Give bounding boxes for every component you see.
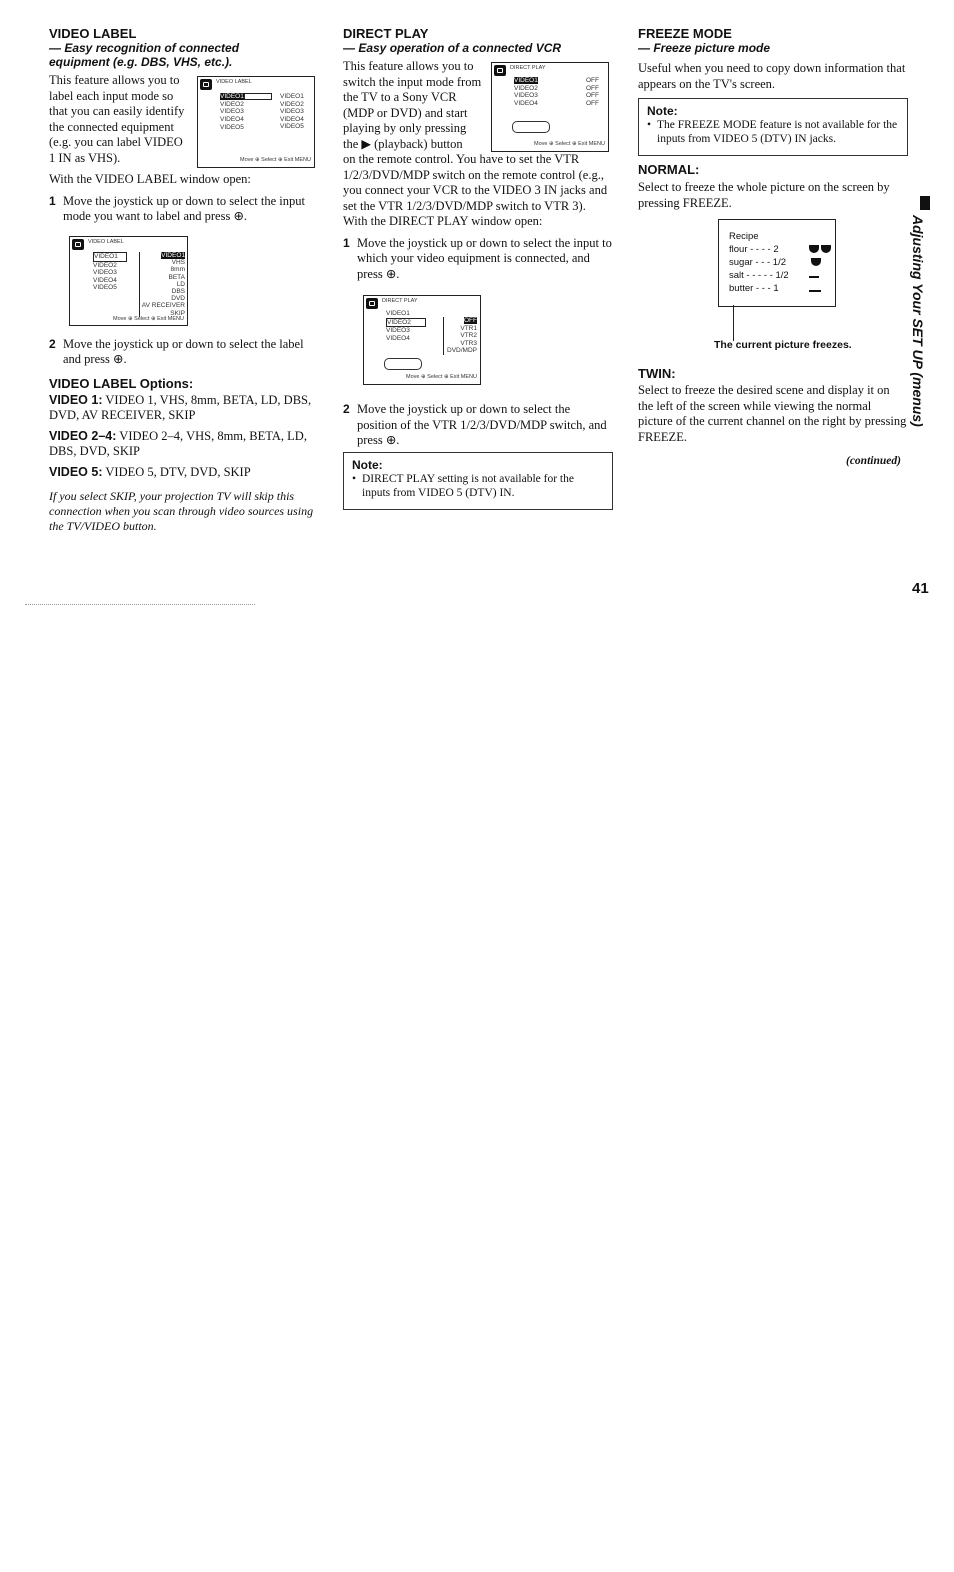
osd-left-item: VIDEO3 — [220, 108, 244, 116]
freeze-caption: The current picture freezes. — [714, 339, 852, 351]
osd-footer: Move ⊕ Select ⊕ Exit MENU — [534, 141, 605, 148]
osd-left-item: VIDEO3 — [514, 92, 538, 100]
option-video-5: VIDEO 5: VIDEO 5, DTV, DVD, SKIP — [49, 464, 251, 479]
twin-title: TWIN: — [638, 366, 676, 381]
osd-left-item: VIDEO2 — [514, 84, 538, 92]
osd-right-item: VTR3 — [460, 339, 477, 347]
osd-right-item: DBS — [171, 288, 185, 296]
tv-menu-icon — [494, 65, 506, 76]
osd-right-item: 8mm — [170, 266, 185, 274]
osd-video-label-2: VIDEO LABEL VIDEO1 VIDEO2 VIDEO3 VIDEO4 VIDEO5 VIDEO1 VHS 8mm BETA LD DBS DVD AV RECEIVER SKIP Move ⊕ Select ⊕ Exit MENU — [69, 236, 188, 326]
osd-right-item: OFF — [586, 99, 599, 107]
osd-direct-play-1: DIRECT PLAY VIDEO1 VIDEO2 VIDEO3 VIDEO4 OFF OFF OFF OFF Move ⊕ Select ⊕ Exit MENU — [491, 62, 609, 152]
osd-left-item: VIDEO5 — [220, 123, 244, 131]
osd-left-item: VIDEO3 — [386, 327, 410, 335]
page-number: 41 — [912, 580, 929, 597]
note-text: • The FREEZE MODE feature is not available for the inputs from VIDEO 5 (DTV) IN jacks. — [647, 118, 899, 146]
osd-footer: Move ⊕ Select ⊕ Exit MENU — [113, 316, 184, 323]
normal-text: Select to freeze the whole picture on the screen by pressing FREEZE. — [638, 180, 890, 210]
recipe-line: butter - - - 1 — [729, 283, 779, 294]
osd-left-item: VIDEO4 — [93, 276, 117, 284]
direct-play-note — [343, 452, 613, 510]
osd-right-item: OFF — [464, 317, 477, 324]
osd-left-item: VIDEO4 — [514, 99, 538, 107]
section-tab — [910, 215, 938, 427]
osd-right-item: VIDEO5 — [280, 123, 304, 131]
freeze-normal-section — [638, 162, 908, 211]
freeze-mode-intro: Useful when you need to copy down information that appears on the TV's screen. — [638, 61, 906, 91]
osd-right-item: VIDEO3 — [280, 108, 304, 116]
osd-right-item: OFF — [586, 77, 599, 84]
osd-right-item: LD — [176, 280, 185, 288]
pointer-line — [733, 305, 734, 341]
osd-left-item: VIDEO1 — [93, 252, 127, 262]
osd-left-item: VIDEO1 — [514, 77, 538, 84]
recipe-line: sugar - - - 1/2 — [729, 257, 787, 268]
osd-left-item: VIDEO2 — [93, 261, 117, 269]
osd-right-item: OFF — [586, 84, 599, 92]
option-video-1: VIDEO 1: VIDEO 1, VHS, 8mm, BETA, LD, DBS, DVD, AV RECEIVER, SKIP — [49, 392, 312, 422]
direct-play-intro-rest: on the remote control. You have to set the VTR 1/2/3/DVD/MDP switch on the remote control (e.g., you connect your VCR to the VIDEO 3 IN jacks and set the VTR 1/2/3/DVD/MDP switch to VTR 3). With the DIRECT PLAY window open: — [343, 152, 608, 228]
osd-right-item: VTR2 — [460, 332, 477, 340]
osd-footer: Move ⊕ Select ⊕ Exit MENU — [406, 374, 477, 381]
osd-right-item: AV RECEIVER — [141, 302, 185, 310]
tv-menu-icon — [366, 298, 378, 309]
osd-right-item: DVD/MDP — [447, 347, 477, 355]
osd-right-item: VIDEO4 — [280, 115, 304, 123]
recipe-line: flour - - - - 2 — [729, 244, 779, 255]
option-video-2-4: VIDEO 2–4: VIDEO 2–4, VHS, 8mm, BETA, LD, DBS, DVD, SKIP — [49, 428, 307, 458]
twin-text: Select to freeze the desired scene and display it on the left of the screen while viewing the normal picture of the current channel on the right by pressing FREEZE. — [638, 383, 907, 444]
osd-right-item: BETA — [168, 273, 185, 281]
osd-left-item: VIDEO1 — [220, 93, 272, 101]
freeze-mode-subtitle: — Freeze picture mode — [638, 41, 771, 55]
osd-right-item: VIDEO2 — [280, 100, 304, 108]
continued-label: (continued) — [846, 455, 901, 467]
osd-left-item: VIDEO2 — [386, 318, 426, 328]
direct-play-subtitle: — Easy operation of a connected VCR — [343, 41, 562, 55]
freeze-screen-illustration — [718, 219, 836, 307]
osd-right-item: DVD — [171, 295, 185, 303]
tv-menu-icon — [200, 79, 212, 90]
direct-play-intro: This feature allows you to switch the input mode from the TV to a Sony VCR (MDP or DVD) and start playing by only pressing the ▶ (playback) button — [343, 59, 482, 151]
spoon-icon — [809, 290, 821, 292]
section-marker — [920, 196, 930, 210]
osd-right-item: VIDEO1 — [161, 252, 185, 259]
osd-left-item: VIDEO5 — [93, 284, 117, 292]
osd-right-item: OFF — [586, 92, 599, 100]
direct-play-step-1: 1 Move the joystick up or down to select the input to which your video equipment is connected, and press ⊕. — [343, 235, 612, 281]
video-label-step-2: 2 Move the joystick up or down to select the label and press ⊕. — [49, 336, 304, 366]
section-tab-label: Adjusting Your SET UP (menus) — [910, 215, 926, 427]
video-label-title: VIDEO LABEL — [49, 26, 137, 41]
osd-left-item: VIDEO4 — [386, 334, 410, 342]
video-label-subtitle-2: equipment (e.g. DBS, VHS, etc.). — [49, 55, 233, 69]
video-label-subtitle-1: — Easy recognition of connected — [49, 41, 240, 55]
osd-video-label-1: VIDEO LABEL VIDEO1 VIDEO2 VIDEO3 VIDEO4 VIDEO5 VIDEO1 VIDEO2 VIDEO3 VIDEO4 VIDEO5 Move ⊕ Select ⊕ Exit MENU — [197, 76, 315, 168]
note-title: Note: — [647, 104, 678, 118]
direct-play-step-2: 2 Move the joystick up or down to select the position of the VTR 1/2/3/DVD/MDP switch, and press ⊕. — [343, 402, 607, 447]
freeze-twin-section — [638, 366, 908, 445]
with-window-text: With the VIDEO LABEL window open: — [49, 172, 251, 186]
osd-left-item: VIDEO2 — [220, 100, 244, 108]
freeze-mode-note — [638, 98, 908, 156]
vcr-icon — [384, 358, 422, 370]
normal-title: NORMAL: — [638, 162, 700, 177]
osd-right-item: SKIP — [170, 309, 185, 317]
tv-menu-icon — [72, 239, 84, 250]
osd-left-item: VIDEO1 — [386, 310, 410, 317]
video-label-intro: This feature allows you to label each input mode so that you can easily identify the connected equipment (e.g. you can label VIDEO 1 IN as VHS). — [49, 73, 185, 165]
video-label-step-1: 1 Move the joystick up or down to select the input mode you want to label and press ⊕. — [49, 193, 305, 223]
vcr-icon — [512, 121, 550, 133]
freeze-mode-title: FREEZE MODE — [638, 26, 732, 41]
osd-left-item: VIDEO4 — [220, 116, 244, 123]
recipe-line: salt - - - - - 1/2 — [729, 270, 789, 281]
osd-right-item: VHS — [171, 259, 185, 267]
recipe-title: Recipe — [729, 231, 759, 242]
note-title: Note: — [352, 458, 383, 472]
video-label-options-title: VIDEO LABEL Options: — [49, 375, 194, 391]
osd-left-item: VIDEO3 — [93, 269, 117, 277]
osd-right-item: VTR1 — [460, 324, 477, 332]
direct-play-title: DIRECT PLAY — [343, 26, 429, 41]
note-text: • DIRECT PLAY setting is not available for the inputs from VIDEO 5 (DTV) IN. — [352, 472, 604, 500]
osd-footer: Move ⊕ Select ⊕ Exit MENU — [240, 157, 311, 164]
column-freeze-mode — [638, 22, 908, 92]
scan-artifact — [25, 604, 255, 607]
osd-direct-play-2: DIRECT PLAY VIDEO1 VIDEO2 VIDEO3 VIDEO4 OFF VTR1 VTR2 VTR3 DVD/MDP Move ⊕ Select ⊕ Exit MENU — [363, 295, 481, 385]
spoon-icon — [809, 276, 819, 278]
osd-right-item: VIDEO1 — [280, 93, 304, 100]
skip-note: If you select SKIP, your projection TV will skip this connection when you scan through video sources using the TV/VIDEO button. — [49, 489, 314, 533]
